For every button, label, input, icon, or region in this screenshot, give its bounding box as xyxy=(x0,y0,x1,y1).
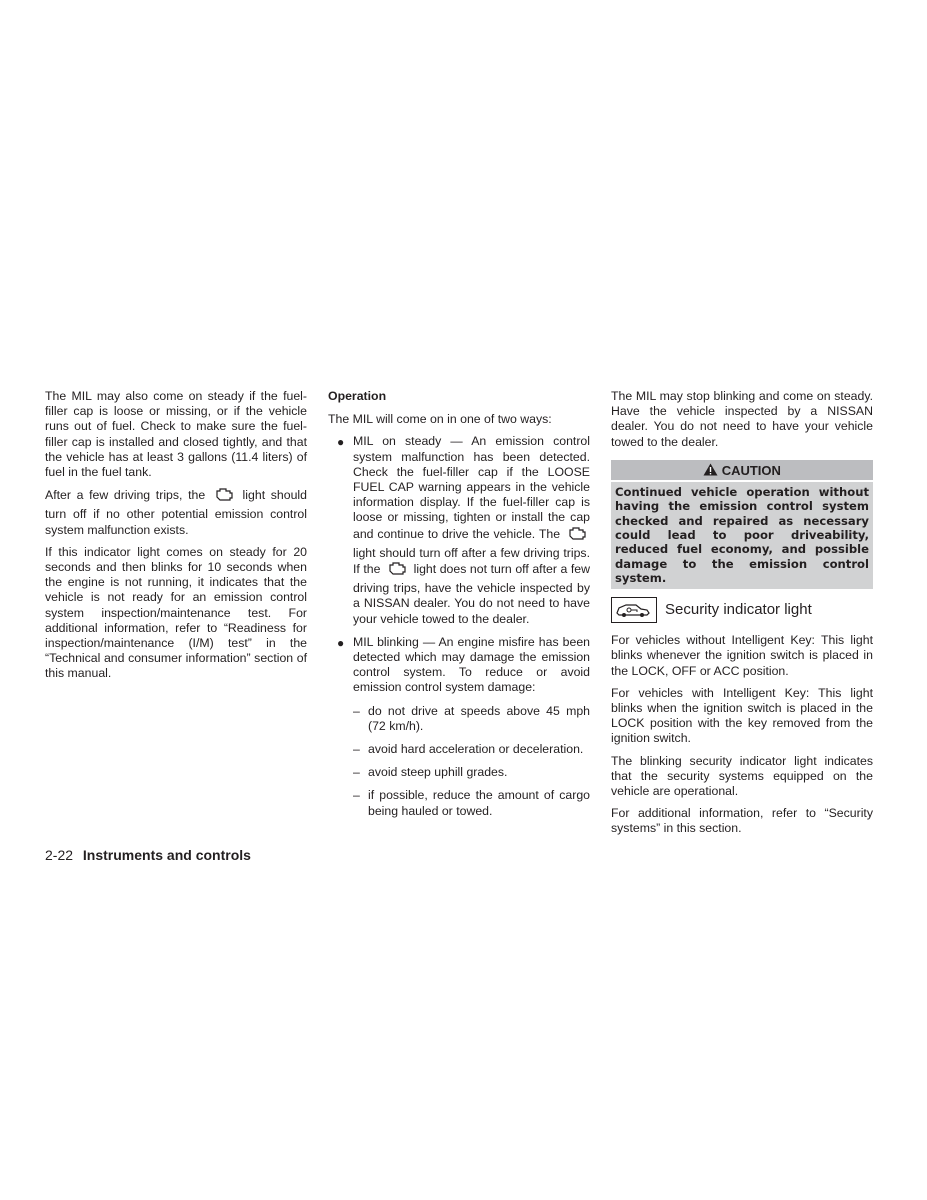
bullet-icon: ● xyxy=(337,635,345,650)
list-item xyxy=(328,434,590,626)
paragraph: The MIL may also come on steady if the fuel-filler cap is loose or missing, or if the vehicle runs out of fuel. Check to make sure the fuel-filler cap is installed and closed tightly, and that the vehicle has at least 3 gallons (11.4 liters) of fuel in the fuel tank. xyxy=(45,389,307,480)
section-name: Instruments and controls xyxy=(82,847,251,863)
caution-title: CAUTION xyxy=(721,462,781,478)
sub-list-item: – do not drive at speeds above 45 mph (72 km/h). xyxy=(353,703,590,733)
column-left xyxy=(45,389,307,689)
text: light should turn off if no other potential emission control system malfunction exists. xyxy=(45,488,308,537)
section-title: Security indicator light xyxy=(665,601,812,619)
section-heading: Operation xyxy=(328,389,387,403)
paragraph: The MIL will come on in one of two ways: xyxy=(328,412,552,427)
paragraph: If this indicator light comes on steady for 20 seconds and then blinks for 10 seconds when the engine is not running, it indicates that the vehicle is not ready for an emission control system inspection/maintenance test. For additional information, refer to “Readiness for inspection/maintenance (I/M) test” in the “Technical and consumer information” section of this manual. xyxy=(45,544,307,681)
security-heading xyxy=(611,597,873,623)
page-footer xyxy=(45,847,251,863)
bullet-icon: ● xyxy=(337,435,345,450)
sub-list-item: – if possible, reduce the amount of cargo being hauled or towed. xyxy=(353,788,590,818)
text: avoid steep uphill grades. xyxy=(368,765,508,780)
page-number: 2-22 xyxy=(45,847,74,863)
column-right xyxy=(611,389,873,844)
caution-text: Continued vehicle operation without having the emission control system checked and repaired as necessary could lead to poor driveability, reduced fuel economy, and possible damage to the emission control system. xyxy=(615,485,869,585)
text: avoid hard acceleration or deceleration. xyxy=(368,742,584,757)
paragraph: The MIL may stop blinking and come on steady. Have the vehicle inspected by a NISSAN dealer. You do not need to have your vehicle towed to the dealer. xyxy=(611,389,873,449)
car-key-icon xyxy=(611,597,657,623)
engine-outline-icon xyxy=(386,561,408,581)
paragraph: The blinking security indicator light indicates that the security systems equipped on the vehicle are operational. xyxy=(611,753,873,798)
paragraph: For additional information, refer to “Security systems” in this section. xyxy=(611,806,873,836)
caution-header xyxy=(611,460,873,482)
paragraph xyxy=(353,434,590,626)
column-middle xyxy=(328,389,590,827)
text: light should turn off after a few driving trips. If the xyxy=(353,545,590,577)
paragraph: For vehicles without Intelligent Key: This light blinks whenever the ignition switch is placed in the LOCK, OFF or ACC position. xyxy=(611,633,873,678)
text: if possible, reduce the amount of cargo being hauled or towed. xyxy=(368,788,590,818)
sub-list-item: – avoid hard acceleration or deceleration. xyxy=(353,742,584,757)
paragraph: MIL blinking — An engine misfire has been detected which may damage the emission control system. To reduce or avoid emission control system damage: xyxy=(353,634,590,695)
text: After a few driving trips, the xyxy=(45,488,206,503)
text: MIL on steady — An emission control system malfunction has been detected. Check the fuel-filler cap if the LOOSE FUEL CAP warning appears in the vehicle information display. If the fuel-filler cap is loose or missing, tighten or install the cap and continue to drive the vehicle. The xyxy=(353,434,590,541)
sub-list-item: – avoid steep uphill grades. xyxy=(353,765,508,780)
text: do not drive at speeds above 45 mph (72 km/h). xyxy=(368,703,590,733)
engine-outline-icon xyxy=(213,487,235,507)
caution-box xyxy=(611,460,873,589)
list-item xyxy=(328,635,590,696)
text: light does not turn off after a few driving trips, have the vehicle inspected by a NISSAN dealer. You do not need to have your vehicle towed to the dealer. xyxy=(353,562,591,626)
paragraph xyxy=(45,487,307,538)
warning-triangle-icon xyxy=(703,463,722,478)
paragraph: For vehicles with Intelligent Key: This light blinks when the ignition switch is placed in the LOCK position with the key removed from the ignition switch. xyxy=(611,685,873,746)
engine-outline-icon xyxy=(566,526,588,546)
